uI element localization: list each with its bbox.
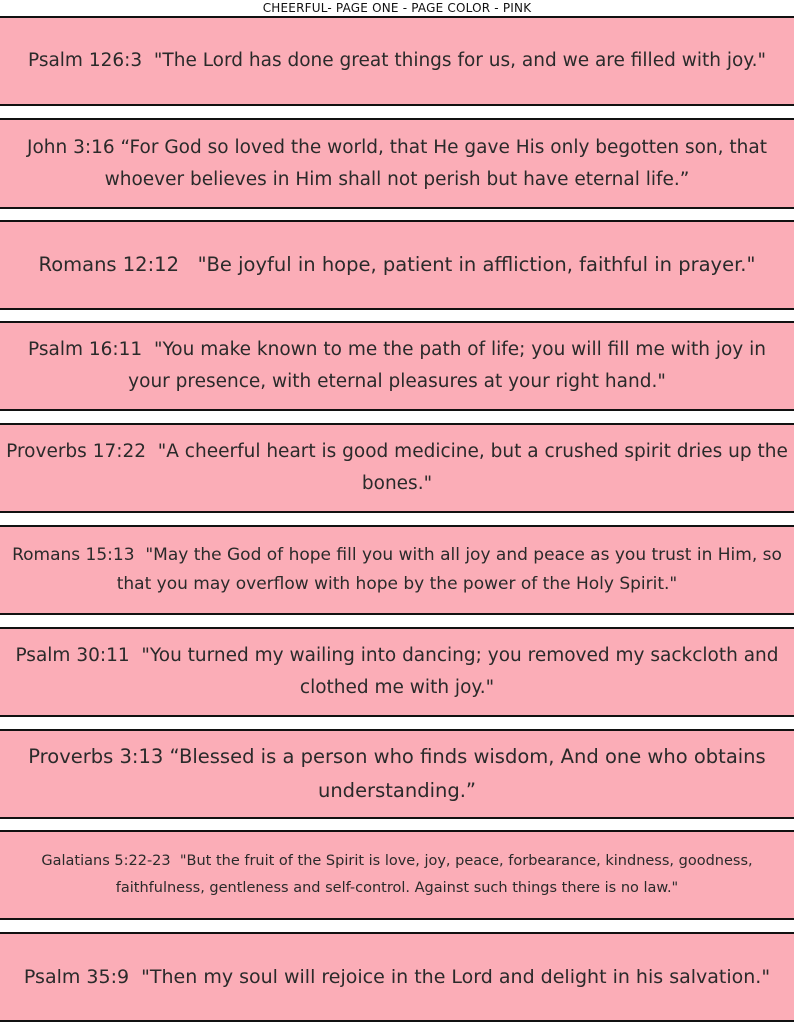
verse-text: Proverbs 17:22 "A cheerful heart is good medicine, but a crushed spirit dries up the bones."	[6, 441, 794, 494]
verse-text: Proverbs 3:13 “Blessed is a person who finds wisdom, And one who obtains understanding.”	[28, 745, 772, 802]
verse-text: Psalm 35:9 "Then my soul will rejoice in the Lord and delight in his salvation."	[23, 965, 771, 988]
verse-text: Galatians 5:22-23 "But the fruit of the Spirit is love, joy, peace, forbearance, kindness, goodness, faithfulness, gentleness and self-control. Against such things there is no law."	[41, 853, 758, 896]
verse-text: Romans 12:12 "Be joyful in hope, patient in affliction, faithful in prayer."	[38, 253, 756, 276]
verse-strip-psalm-35-9	[0, 932, 794, 1022]
verse-text: Romans 15:13 "May the God of hope fill you with all joy and peace as you trust in Him, so that you may overflow with hope by the power of the Holy Spirit."	[12, 545, 788, 594]
page-header: CHEERFUL- PAGE ONE - PAGE COLOR - PINK	[262, 1, 532, 15]
verse-strip-psalm-16-11	[0, 321, 794, 411]
verse-text: Psalm 126:3 "The Lord has done great things for us, and we are filled with joy."	[27, 50, 766, 71]
verse-text: Psalm 16:11 "You make known to me the path of life; you will fill me with joy in your presence, with eternal pleasures at your right hand."	[28, 339, 772, 392]
verse-text: John 3:16 “For God so loved the world, that He gave His only begotten son, that whoever believes in Him shall not perish but have eternal life.”	[27, 136, 773, 190]
verse-strip-proverbs-3-13	[0, 729, 794, 819]
verse-strip-john-3-16	[0, 118, 794, 209]
verse-strip-psalm-126-3	[0, 16, 794, 106]
verse-strip-proverbs-17-22	[0, 423, 794, 513]
verse-strip-psalm-30-11	[0, 627, 794, 717]
verse-strip-romans-12-12	[0, 220, 794, 310]
verse-strip-romans-15-13	[0, 525, 794, 615]
verse-strip-galatians-5-22-23	[0, 830, 794, 920]
verse-text: Psalm 30:11 "You turned my wailing into dancing; you removed my sackcloth and clothed me with joy."	[15, 645, 785, 698]
